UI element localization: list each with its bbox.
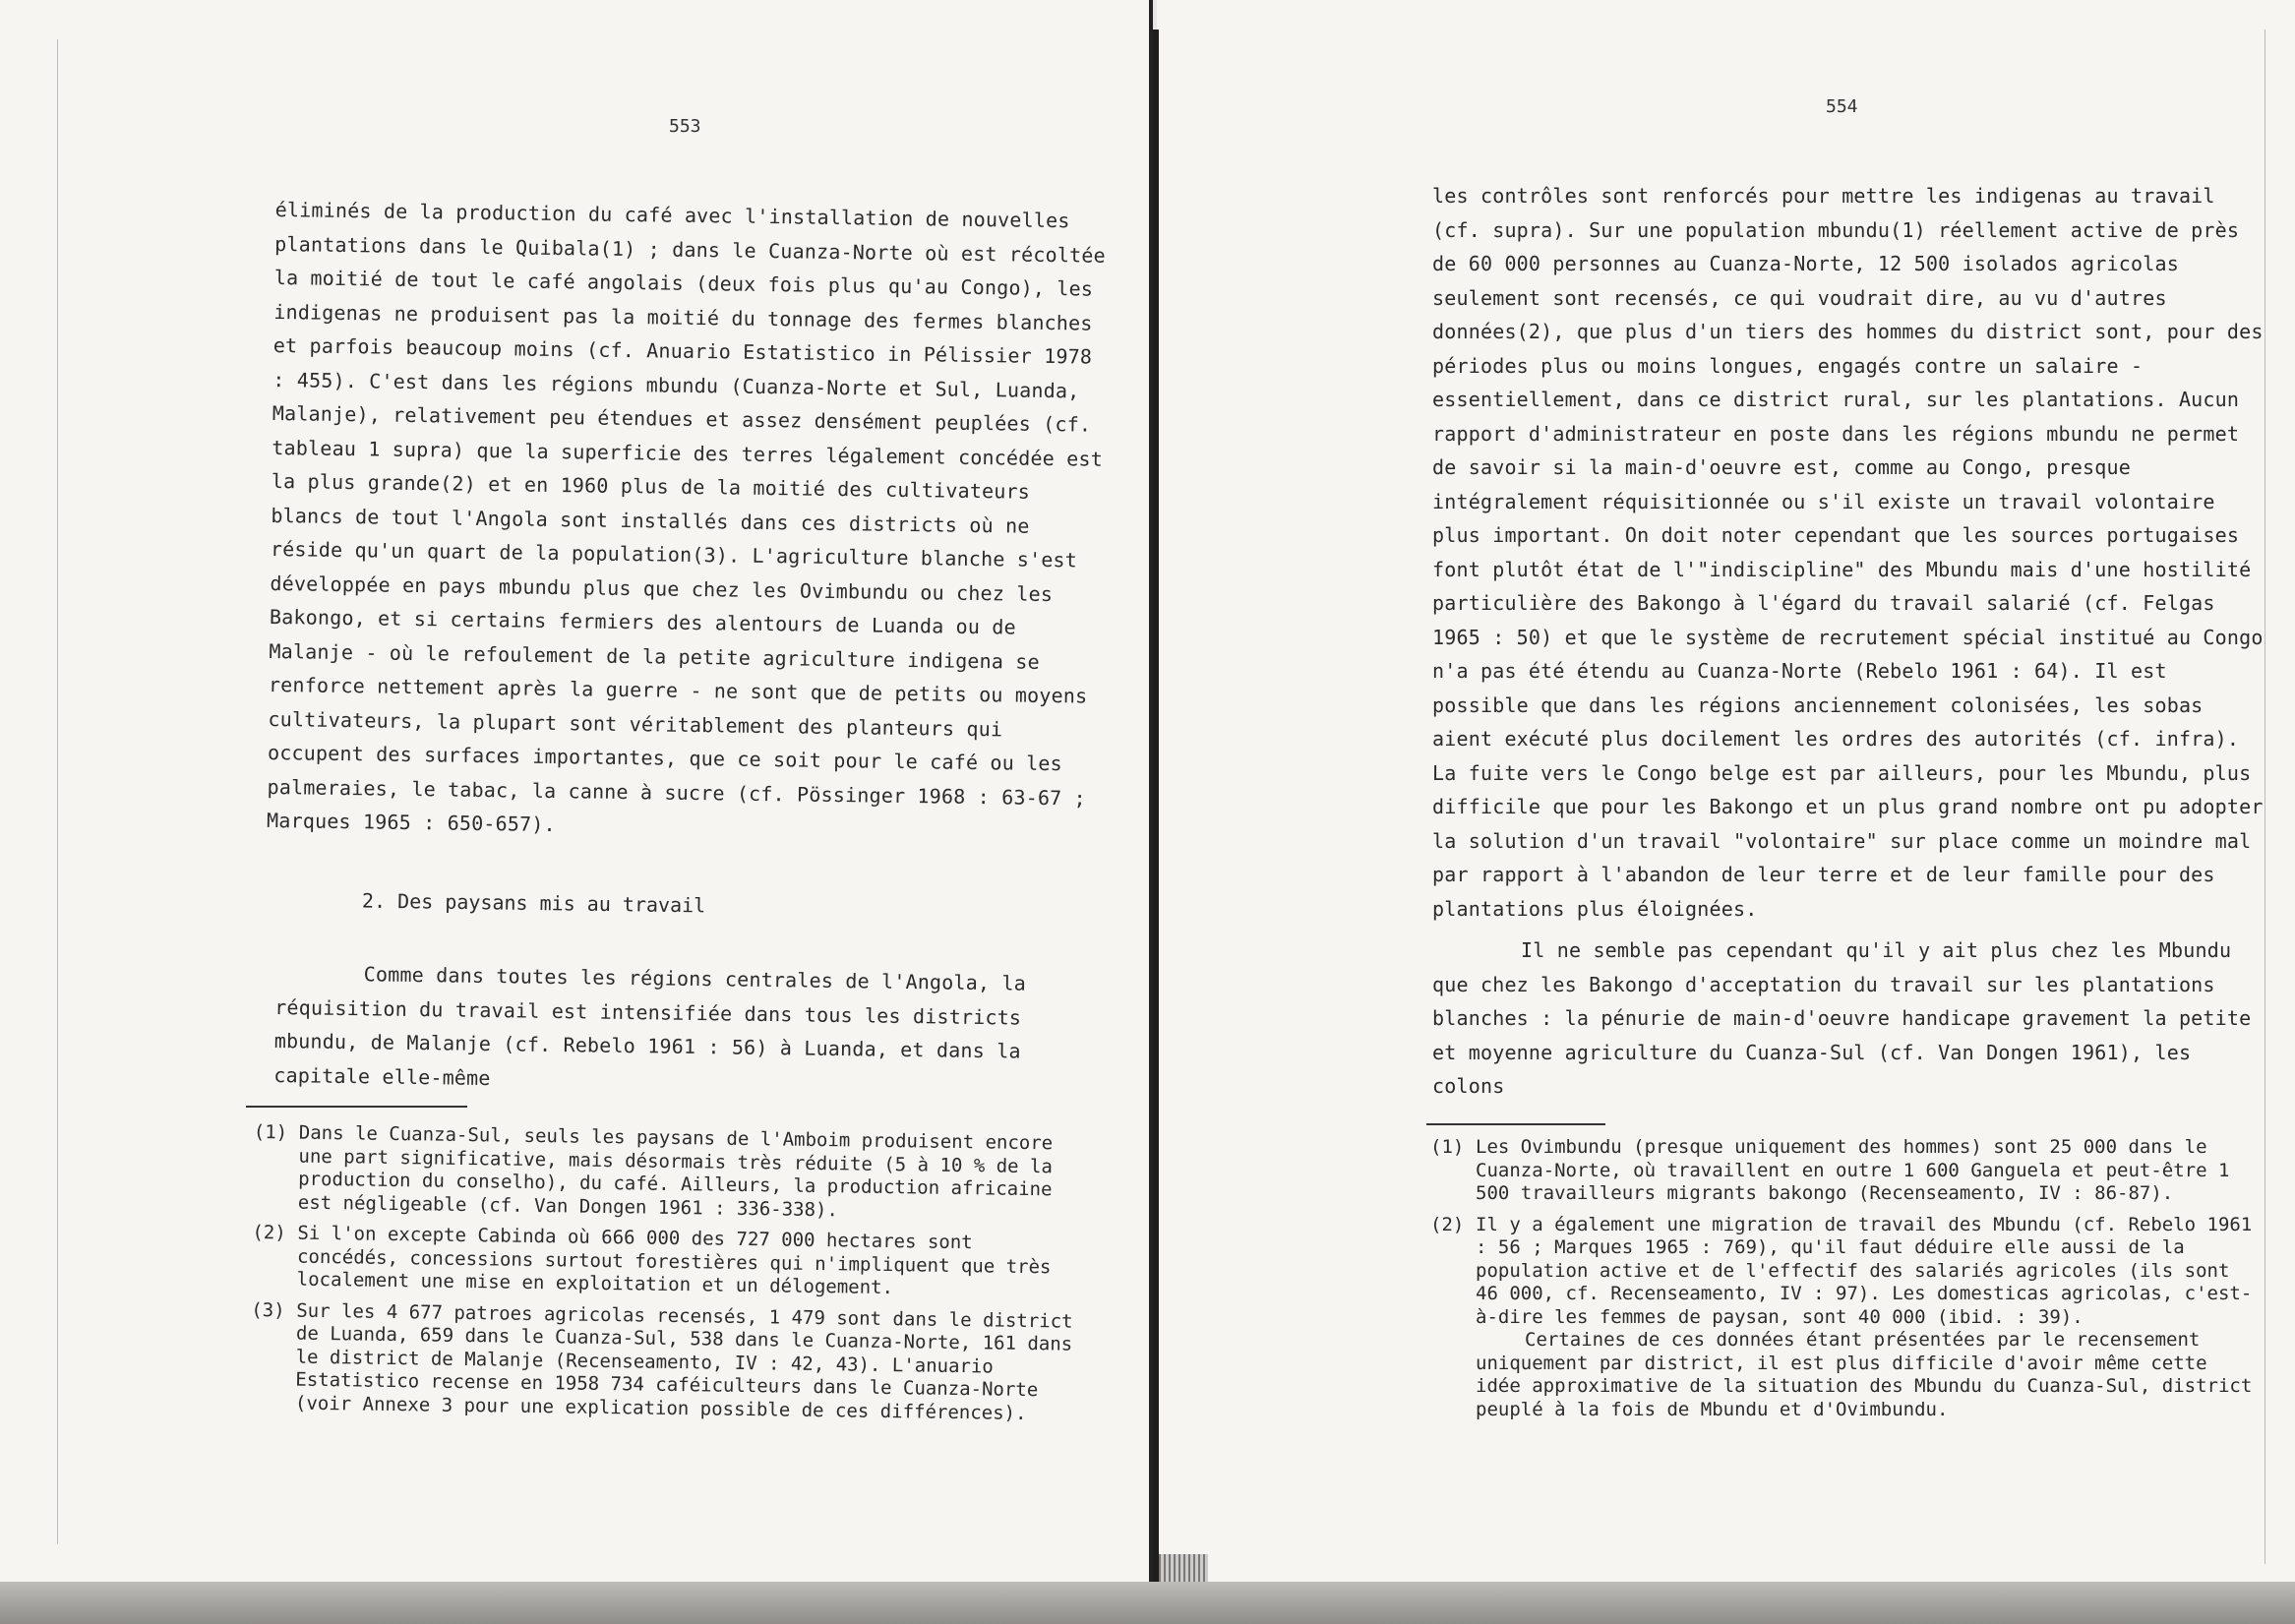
book-spine [1153, 30, 1159, 1584]
footnote-separator [1426, 1123, 1605, 1125]
footnotes [250, 1121, 1085, 1434]
paragraph: Il ne semble pas cependant qu'il y ait plus chez les Mbundu que chez les Bakongo d'acceptation du travail sur les plantations blanches : la pénurie de main-d'oeuvre handicape gravement la petite et moyenne agriculture du Cuanza-Sul (cf. Van Dongen 1961), les colons [1432, 938, 2252, 1098]
paragraph: les contrôles sont renforcés pour mettre les indigenas au travail (cf. supra). Sur une population mbundu(1) réellement active de près de 60 000 personnes au Cuanza-Norte, 12 500 isolados agricolas seulement sont recensés, ce qui voudrait dire, au vu d'autres données(2), que plus d'un tiers des hommes du district sont, pour des périodes plus ou moins longues, engagés contre un salaire - essentiellement, dans ce district rural, sur les plantations. Aucun rapport d'administrateur en poste dans les régions mbundu ne permet de savoir si la main-d'oeuvre est, comme au Congo, presque intégralement réquisitionnée ou s'il existe un travail volontaire plus important. On doit noter cependant que les sources portugaises font plutôt état de l'"indiscipline" des Mbundu mais d'une hostilité particulière des Bakongo à l'égard du travail salarié (cf. Felgas 1965 : 50) et que le système de recrutement spécial institué au Congo n'a pas été étendu au Cuanza-Norte (Rebelo 1961 : 64). Il est possible que dans les régions anciennement colonisées, les sobas aient exécuté plus docilement les ordres des autorités (cf. infra). La fuite vers le Congo belge est par ailleurs, pour les Mbundu, plus difficile que pour les Bakongo et un plus grand nombre ont pu adopter la solution d'un travail "volontaire" sur place comme un moindre mal par rapport à l'abandon de leur terre et de leur famille pour des plantations plus éloignées. [1432, 184, 2264, 921]
footnote-number: (2) [252, 1221, 286, 1244]
footnote-text: Si l'on excepte Cabinda où 666 000 des 727 000 hectares sont concédés, concessions surtout forestières qui n'impliquent que très localement une mise en exploitation et un délogement. [296, 1222, 1052, 1299]
body-text [267, 193, 1112, 849]
footnote [252, 1222, 1084, 1302]
footnote-text: Les Ovimbundu (presque uniquement des hommes) sont 25 000 dans le Cuanza-Norte, où travaillent en outre 1 600 Ganguela et peut-être 1 500 travailleurs migrants bakongo (Recenseamento, IV : 86-87). [1476, 1136, 2230, 1204]
footnotes [1430, 1136, 2262, 1429]
footnote-text-part: Il y a également une migration de travail des Mbundu (cf. Rebelo 1961 : 56 ; Marques 1965 : 769), qu'il faut déduire elle aussi de la population active et de l'effectif des salariés agricoles (ils sont 46 000, cf. Recenseamento, IV : 97). Les domesticas agricolas, c'est-à-dire les femmes de paysan, sont 40 000 (ibid. : 39). [1476, 1213, 2253, 1328]
footnote [1430, 1214, 2262, 1422]
body-text [273, 956, 1082, 1103]
section-heading: 2. Des paysans mis au travail [361, 888, 706, 918]
left-page [0, 0, 1153, 1589]
footnote-text [1476, 1214, 2262, 1422]
right-page [1157, 0, 2295, 1589]
footnote-separator [246, 1106, 467, 1108]
footnote-number: (2) [1430, 1213, 1465, 1235]
footnote-continuation: Certaines de ces données étant présentées par le recensement uniquement par district, il est plus difficile d'avoir même cette idée approximative de la situation des Mbundu du Cuanza-Sul, district peuplé à la fois de Mbundu et d'Ovimbundu. [1476, 1329, 2253, 1420]
body-text [1432, 179, 2268, 1104]
scan-edge-line [57, 39, 58, 1544]
scan-bottom-edge [0, 1582, 2295, 1624]
paragraph: éliminés de la production du café avec l'installation de nouvelles plantations dans le Quibala(1) ; dans le Cuanza-Norte où est récoltée la moitié de tout le café angolais (deux fois plus qu'au Congo), les indigenas ne produisent pas la moitié du tonnage des fermes blanches et parfois beaucoup moins (cf. Anuario Estatistico in Pélissier 1978 : 455). C'est dans les régions mbundu (Cuanza-Norte et Sul, Luanda, Malanje), relativement peu étendues et assez densément peuplées (cf. tableau 1 supra) que la superficie des terres légalement concédée est la plus grande(2) et en 1960 plus de la moitié des cultivateurs blancs de tout l'Angola sont installés dans ces districts où ne réside qu'un quart de la population(3). L'agriculture blanche s'est développée en pays mbundu plus que chez les Ovimbundu ou chez les Bakongo, et si certains fermiers des alentours de Luanda ou de Malanje - où le refoulement de la petite agriculture indigena se renforce nettement après la guerre - ne sont que de petits ou moyens cultivateurs, la plupart sont véritablement des planteurs qui occupent des surfaces importantes, que ce soit pour le café ou les palmeraies, le tabac, la canne à sucre (cf. Pössinger 1968 : 63-67 ; Marques 1965 : 650-657). [266, 197, 1107, 837]
page-number: 553 [669, 116, 701, 137]
footnote-number: (3) [251, 1298, 285, 1321]
footnote-number: (1) [1430, 1136, 1465, 1158]
footnote [250, 1298, 1083, 1425]
paragraph: Comme dans toutes les régions centrales de l'Angola, la réquisition du travail est intensifiée dans tous les districts mbundu, de Malanje (cf. Rebelo 1961 : 56) à Luanda, et dans la capitale elle-même [273, 962, 1027, 1090]
footnote [253, 1121, 1085, 1226]
footnote-number: (1) [253, 1121, 288, 1144]
page-number: 554 [1826, 96, 1858, 117]
footnote-text: Dans le Cuanza-Sul, seuls les paysans de l'Amboim produisent encore une part significative, mais désormais très réduite (5 à 10 % de la production du conselho), du café. Ailleurs, la production africaine est négligeable (cf. Van Dongen 1961 : 336-338). [297, 1121, 1054, 1221]
footnote [1430, 1136, 2262, 1206]
footnote-text: Sur les 4 677 patroes agricolas recensés, 1 479 sont dans le district de Luanda, 659 dans le Cuanza-Sul, 538 dans le Cuanza-Norte, 161 dans le district de Malanje (Recenseamento, IV : 42, 43). L'anuario Estatistico recense en 1958 734 caféiculteurs dans le Cuanza-Norte (voir Annexe 3 pour une explication possible de ces différences). [294, 1299, 1073, 1424]
